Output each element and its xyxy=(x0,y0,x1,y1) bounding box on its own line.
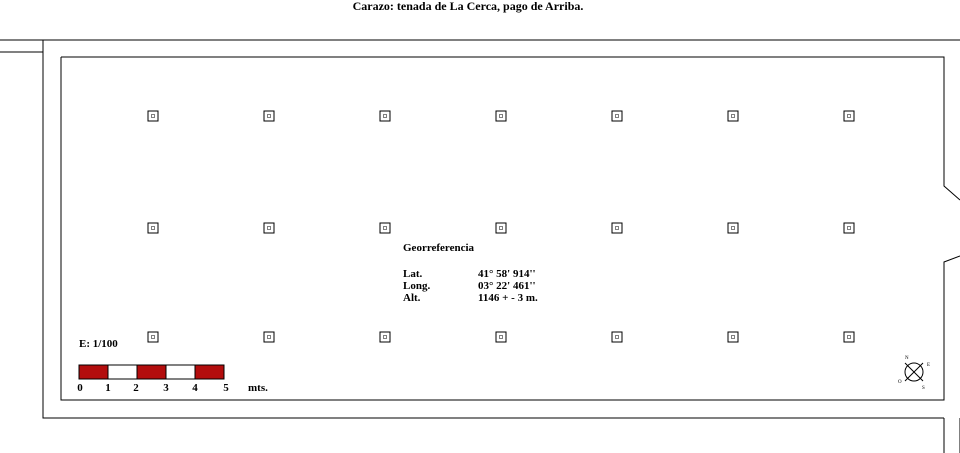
georef-label: Long. xyxy=(403,280,431,292)
georef-label: Alt. xyxy=(403,292,421,304)
pillar xyxy=(148,111,158,121)
plan-title: Carazo: tenada de La Cerca, pago de Arriba. xyxy=(352,0,584,13)
georeference-block xyxy=(403,242,538,304)
pillar xyxy=(264,332,274,342)
scale-tick: 1 xyxy=(105,382,111,394)
scale-tick: 5 xyxy=(223,382,229,394)
scale-segment xyxy=(137,365,166,379)
scale-segment xyxy=(195,365,224,379)
scale-bar xyxy=(79,365,224,379)
scale-unit: mts. xyxy=(248,382,268,394)
scale-segment xyxy=(166,365,195,379)
pillar-grid xyxy=(148,111,854,342)
inner-wall xyxy=(61,57,960,400)
compass-s: S xyxy=(922,386,925,391)
pillar xyxy=(844,111,854,121)
scale-tick: 2 xyxy=(133,382,139,394)
scale-tick: 0 xyxy=(77,382,83,394)
pillar xyxy=(612,111,622,121)
georef-row-alt xyxy=(403,292,538,304)
pillar xyxy=(264,111,274,121)
left-wall-stub xyxy=(0,40,43,52)
pillar xyxy=(148,223,158,233)
pillar xyxy=(148,332,158,342)
compass-o: O xyxy=(898,380,902,385)
georef-row-long xyxy=(403,280,538,292)
georef-value: 03° 22' 461'' xyxy=(478,280,536,292)
compass-e: E xyxy=(927,363,931,368)
pillar xyxy=(496,332,506,342)
georeference-heading: Georreferencia xyxy=(403,242,475,254)
pillar xyxy=(496,223,506,233)
pillar xyxy=(612,332,622,342)
pillar xyxy=(496,111,506,121)
compass-n: N xyxy=(905,356,909,361)
georef-row-lat xyxy=(403,268,538,280)
compass-icon xyxy=(898,356,930,391)
georef-value: 41° 58' 914'' xyxy=(478,268,536,280)
georef-label: Lat. xyxy=(403,268,423,280)
scale-tick: 3 xyxy=(163,382,169,394)
pillar xyxy=(612,223,622,233)
georef-value: 1146 + - 3 m. xyxy=(478,292,538,304)
pillar xyxy=(844,332,854,342)
pillar xyxy=(380,111,390,121)
scale-label: E: 1/100 xyxy=(79,338,118,350)
pillar xyxy=(844,223,854,233)
pillar xyxy=(380,332,390,342)
pillar xyxy=(728,332,738,342)
scale-segment xyxy=(79,365,108,379)
scale-tick: 4 xyxy=(192,382,198,394)
pillar xyxy=(264,223,274,233)
pillar xyxy=(380,223,390,233)
pillar xyxy=(728,223,738,233)
scale-segment xyxy=(108,365,137,379)
pillar xyxy=(728,111,738,121)
